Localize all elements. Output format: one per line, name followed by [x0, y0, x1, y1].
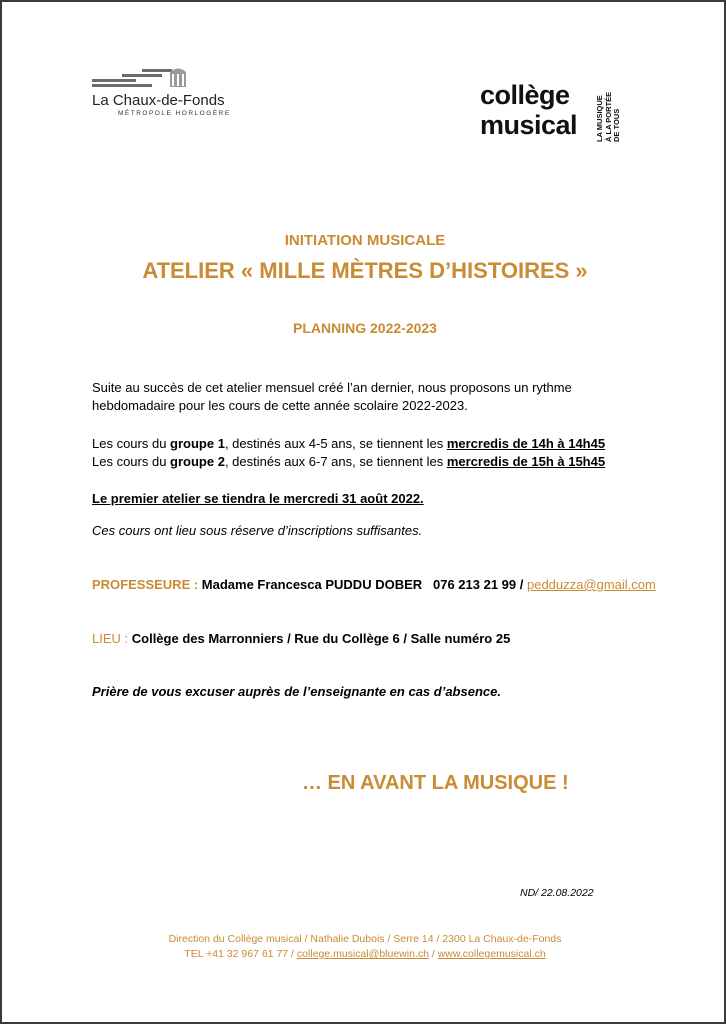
teacher-separator: /	[516, 577, 527, 592]
teacher-label: PROFESSEURE :	[92, 577, 202, 592]
footer	[2, 932, 726, 962]
location-value: Collège des Marronniers / Rue du Collège 6 / Salle numéro 25	[131, 631, 511, 646]
footer-website-link[interactable]: www.collegemusical.ch	[437, 948, 546, 960]
logo-tagline	[596, 92, 622, 142]
group-1-name: groupe 1	[170, 436, 225, 451]
group-line-1	[92, 435, 652, 453]
footer-separator-1: /	[288, 948, 297, 960]
reserve-note: Ces cours ont lieu sous réserve d’inscriptions suffisantes.	[92, 523, 423, 538]
logo-word-musical: musical	[480, 110, 578, 140]
logo-tagline-line3: DE TOUS	[612, 108, 621, 142]
group-1-description: , destinés aux 4-5 ans, se tiennent les	[224, 436, 447, 451]
city-emblem-icon	[92, 66, 192, 88]
logo-city-subtitle: MÉTROPOLE HORLOGÈRE	[118, 110, 231, 117]
group-2-description: , destinés aux 6-7 ans, se tiennent les	[224, 454, 447, 469]
logo-tagline-line2: À LA PORTÉE	[603, 91, 613, 142]
location-label: LIEU :	[92, 631, 132, 646]
document-kicker: INITIATION MUSICALE	[284, 232, 446, 249]
footer-contacts	[2, 947, 726, 962]
first-session-notice: Le premier atelier se tiendra le mercredi 31 août 2022.	[92, 491, 424, 506]
teacher-email-link[interactable]: pedduzza@gmail.com	[526, 577, 656, 592]
footer-separator-2: /	[428, 948, 438, 960]
intro-paragraph: Suite au succès de cet atelier mensuel créé l’an dernier, nous proposons un rythme hebdomadaire pour les cours de cette année scolaire 2022-2023.	[92, 380, 572, 413]
closing-slogan: … EN AVANT LA MUSIQUE !	[302, 772, 569, 794]
footer-email-link[interactable]: college.musical@bluewin.ch	[296, 948, 429, 960]
planning-heading: PLANNING 2022-2023	[293, 320, 437, 336]
teacher-line	[92, 576, 656, 594]
group-2-schedule: mercredis de 15h à 15h45	[446, 454, 606, 469]
groups-block	[92, 435, 652, 471]
group-1-prefix: Les cours du	[92, 436, 171, 451]
teacher-phone: 076 213 21 99	[433, 577, 517, 592]
footer-phone: TEL +41 32 967 61 77	[184, 948, 289, 960]
group-2-name: groupe 2	[170, 454, 225, 469]
logo-city-name: La Chaux-de-Fonds	[92, 92, 225, 109]
group-line-2	[92, 453, 652, 471]
document-title: ATELIER « MILLE MÈTRES D’HISTOIRES »	[142, 258, 588, 283]
group-1-schedule: mercredis de 14h à 14h45	[446, 436, 606, 451]
teacher-name: Madame Francesca PUDDU DOBER	[201, 577, 423, 592]
absence-note: Prière de vous excuser auprès de l’enseignante en cas d’absence.	[92, 684, 501, 699]
footer-address: Direction du Collège musical / Nathalie Dubois / Serre 14 / 2300 La Chaux-de-Fonds	[168, 933, 562, 945]
group-2-prefix: Les cours du	[92, 454, 171, 469]
logo-word-college: collège	[480, 80, 570, 110]
logo-tagline-line1: LA MUSIQUE	[595, 95, 604, 142]
document-reference: ND/ 22.08.2022	[520, 887, 594, 899]
location-line	[92, 630, 652, 648]
la-chaux-de-fonds-logo	[90, 66, 250, 126]
college-musical-logo	[480, 74, 640, 146]
